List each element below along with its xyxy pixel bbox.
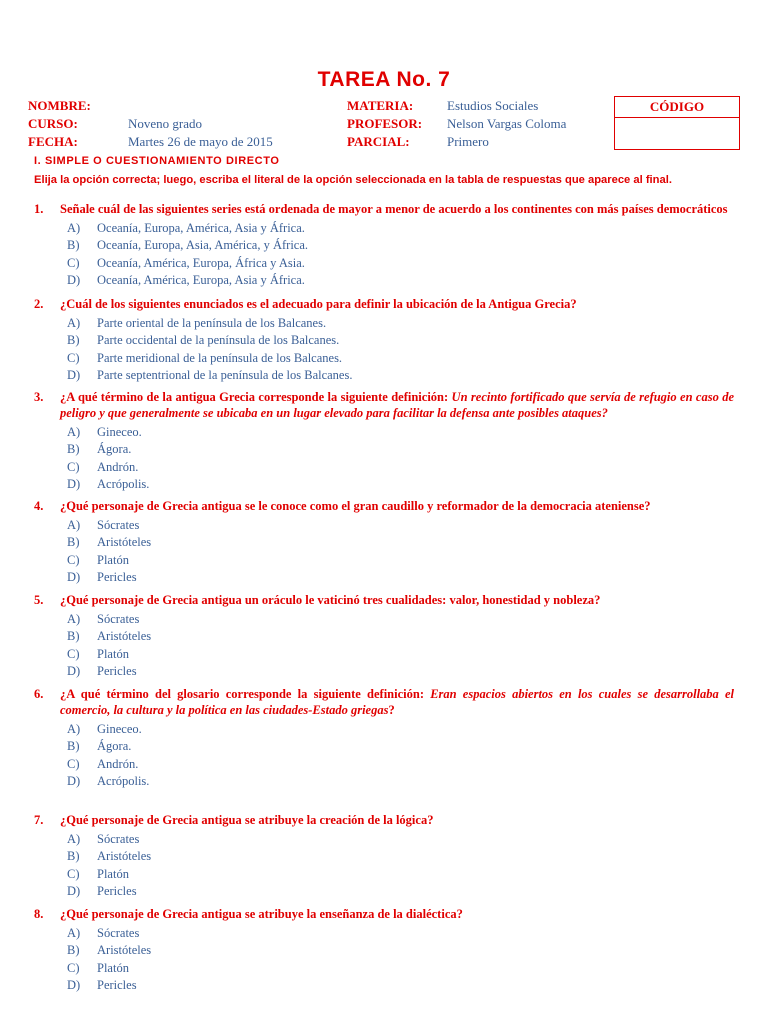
code-box: [614, 96, 740, 150]
question-1: [34, 201, 734, 290]
question-stem: ¿Qué personaje de Grecia antigua un oráculo le vaticinó tres cualidades: valor, honestidad y nobleza?: [60, 593, 601, 607]
option-row: [34, 220, 734, 237]
question-stem: ¿A qué término de la antigua Grecia corresponde la siguiente definición:: [60, 390, 452, 404]
option-row: [34, 942, 734, 959]
options-list: [34, 611, 734, 681]
option-letter: A): [67, 612, 81, 626]
option-row: [34, 459, 734, 476]
option-letter: C): [67, 552, 80, 567]
option-letter: C): [67, 756, 80, 771]
option-text: Platón: [97, 646, 129, 661]
header-row-curso: [28, 115, 203, 133]
option-row: [34, 272, 734, 289]
option-text: Aristóteles: [97, 943, 152, 958]
question-8: [34, 906, 734, 995]
curso-value: Noveno grado: [128, 116, 203, 131]
option-row: [34, 367, 734, 384]
question-text: [60, 498, 734, 514]
question-number: 8.: [34, 907, 44, 921]
option-row: [34, 569, 734, 586]
option-row: [34, 977, 734, 994]
option-letter: B): [67, 442, 80, 457]
option-row: [34, 476, 734, 493]
option-row: [34, 237, 734, 254]
header-row-parcial: [347, 133, 489, 151]
option-row: [34, 756, 734, 773]
question-7: [34, 812, 734, 901]
question-number: 6.: [34, 687, 44, 701]
option-letter: D): [67, 664, 81, 679]
curso-label: CURSO:: [28, 116, 78, 131]
option-text: Parte septentrional de la península de los Balcanes.: [97, 368, 353, 383]
option-letter: B): [67, 739, 80, 754]
option-letter: A): [67, 221, 81, 235]
option-row: [34, 517, 734, 534]
parcial-value: Primero: [447, 134, 489, 149]
option-text: Sócrates: [97, 832, 140, 846]
question-5: [34, 592, 734, 681]
header-row-fecha: [28, 133, 273, 151]
question-stem: ¿Qué personaje de Grecia antigua se le conoce como el gran caudillo y reformador de la democracia ateniense?: [60, 499, 651, 513]
option-text: Sócrates: [97, 926, 140, 940]
header-left: [28, 97, 273, 151]
header-row-nombre: [28, 97, 91, 115]
option-text: Oceanía, América, Europa, Asia y África.: [97, 273, 305, 288]
option-row: [34, 721, 734, 738]
question-text: [60, 906, 734, 922]
option-row: [34, 255, 734, 272]
option-text: Acrópolis.: [97, 774, 150, 789]
option-letter: D): [67, 273, 81, 288]
option-text: Parte occidental de la península de los Balcanes.: [97, 333, 340, 348]
option-text: Acrópolis.: [97, 477, 150, 492]
question-prompt: [34, 201, 734, 217]
option-letter: C): [67, 646, 80, 661]
option-text: Oceanía, Europa, América, Asia y África.: [97, 221, 305, 235]
profesor-value: Nelson Vargas Coloma: [447, 116, 567, 131]
option-letter: D): [67, 884, 81, 899]
option-letter: A): [67, 518, 81, 532]
question-text: [60, 296, 734, 312]
option-row: [34, 534, 734, 551]
question-text: [60, 812, 734, 828]
option-row: [34, 628, 734, 645]
option-text: Oceanía, América, Europa, África y Asia.: [97, 255, 305, 270]
option-letter: A): [67, 722, 81, 736]
option-letter: A): [67, 832, 81, 846]
option-letter: C): [67, 255, 80, 270]
options-list: [34, 315, 734, 385]
option-row: [34, 350, 734, 367]
question-prompt: [34, 296, 734, 312]
question-prompt: [34, 389, 734, 421]
option-text: Ágora.: [97, 442, 132, 457]
options-list: [34, 721, 734, 791]
question-6: [34, 686, 734, 791]
options-list: [34, 220, 734, 290]
options-list: [34, 517, 734, 587]
materia-label: MATERIA:: [347, 98, 414, 113]
question-stem: Señale cuál de las siguientes series está ordenada de mayor a menor de acuerdo a los continentes con más países democráticos: [60, 202, 728, 216]
option-row: [34, 773, 734, 790]
option-row: [34, 866, 734, 883]
option-letter: D): [67, 477, 81, 492]
option-text: Ágora.: [97, 739, 132, 754]
question-suffix: ?: [388, 703, 395, 717]
option-text: Parte meridional de la península de los Balcanes.: [97, 350, 343, 365]
options-list: [34, 831, 734, 901]
option-letter: B): [67, 849, 80, 864]
option-text: Andrón.: [97, 459, 139, 474]
option-row: [34, 925, 734, 942]
question-definition: Un recinto fortificado que servía de refugio en caso de peligro y que generalmente se ubicaba en un lugar elevado para facilitar la defensa ante posibles ataques?: [60, 390, 734, 420]
nombre-label: NOMBRE:: [28, 98, 91, 113]
question-stem: ¿Qué personaje de Grecia antigua se atribuye la creación de la lógica?: [60, 813, 434, 827]
option-text: Platón: [97, 960, 129, 975]
instructions: Elija la opción correcta; luego, escriba el literal de la opción seleccionada en la tabla de respuestas que aparece al final.: [34, 174, 672, 186]
header-row-profesor: [347, 115, 567, 133]
fecha-value: Martes 26 de mayo de 2015: [128, 134, 273, 149]
option-letter: C): [67, 866, 80, 881]
option-text: Pericles: [97, 884, 137, 899]
question-number: 1.: [34, 202, 44, 216]
option-text: Sócrates: [97, 518, 140, 532]
question-text: [60, 592, 734, 608]
option-row: [34, 738, 734, 755]
option-row: [34, 883, 734, 900]
parcial-label: PARCIAL:: [347, 134, 410, 149]
profesor-label: PROFESOR:: [347, 116, 423, 131]
question-number: 3.: [34, 390, 44, 404]
option-letter: B): [67, 238, 80, 253]
question-definition: Eran espacios abiertos en los cuales se desarrollaba el comercio, la cultura y la política en las ciudades-Estado griegas: [60, 687, 735, 717]
question-text: [60, 201, 734, 217]
question-number: 2.: [34, 297, 44, 311]
option-text: Aristóteles: [97, 849, 152, 864]
document-title: TAREA No. 7: [317, 68, 451, 91]
question-prompt: [34, 592, 734, 608]
option-text: Pericles: [97, 978, 137, 993]
option-text: Oceanía, Europa, Asia, América, y África.: [97, 238, 309, 253]
materia-value: Estudios Sociales: [447, 98, 539, 113]
option-text: Pericles: [97, 570, 137, 585]
option-row: [34, 332, 734, 349]
option-text: Aristóteles: [97, 629, 152, 644]
question-stem: ¿Cuál de los siguientes enunciados es el adecuado para definir la ubicación de la Antigua Grecia?: [60, 297, 577, 311]
question-stem: ¿A qué término del glosario corresponde la siguiente definición:: [60, 687, 431, 701]
option-text: Platón: [97, 866, 129, 881]
option-letter: C): [67, 960, 80, 975]
question-4: [34, 498, 734, 587]
option-letter: B): [67, 629, 80, 644]
option-letter: D): [67, 570, 81, 585]
option-letter: C): [67, 350, 80, 365]
option-row: [34, 552, 734, 569]
option-letter: D): [67, 774, 81, 789]
option-text: Pericles: [97, 664, 137, 679]
option-letter: B): [67, 943, 80, 958]
option-row: [34, 424, 734, 441]
question-prompt: [34, 906, 734, 922]
code-label: CÓDIGO: [615, 97, 739, 118]
option-row: [34, 646, 734, 663]
option-row: [34, 315, 734, 332]
option-letter: A): [67, 926, 81, 940]
question-text: [60, 686, 734, 718]
option-row: [34, 831, 734, 848]
question-text: [60, 389, 734, 421]
option-text: Gineceo.: [97, 722, 142, 736]
option-row: [34, 848, 734, 865]
option-text: Sócrates: [97, 612, 140, 626]
option-text: Platón: [97, 552, 129, 567]
question-stem: ¿Qué personaje de Grecia antigua se atribuye la enseñanza de la dialéctica?: [60, 907, 463, 921]
fecha-label: FECHA:: [28, 134, 78, 149]
question-2: [34, 296, 734, 385]
option-row: [34, 663, 734, 680]
question-number: 7.: [34, 813, 44, 827]
option-letter: A): [67, 316, 81, 330]
question-number: 5.: [34, 593, 44, 607]
question-number: 4.: [34, 499, 44, 513]
option-letter: C): [67, 459, 80, 474]
option-text: Andrón.: [97, 756, 139, 771]
question-prompt: [34, 686, 734, 718]
option-text: Gineceo.: [97, 425, 142, 439]
option-letter: D): [67, 978, 81, 993]
option-text: Parte oriental de la península de los Balcanes.: [97, 316, 327, 330]
option-letter: D): [67, 368, 81, 383]
section-title: I. SIMPLE O CUESTIONAMIENTO DIRECTO: [34, 155, 280, 167]
option-text: Aristóteles: [97, 535, 152, 550]
options-list: [34, 925, 734, 995]
option-row: [34, 611, 734, 628]
question-3: [34, 389, 734, 494]
option-row: [34, 441, 734, 458]
option-letter: B): [67, 535, 80, 550]
option-letter: B): [67, 333, 80, 348]
header-row-materia: [347, 97, 539, 115]
options-list: [34, 424, 734, 494]
option-row: [34, 960, 734, 977]
question-prompt: [34, 812, 734, 828]
header-right: [347, 97, 567, 151]
option-letter: A): [67, 425, 81, 439]
question-prompt: [34, 498, 734, 514]
